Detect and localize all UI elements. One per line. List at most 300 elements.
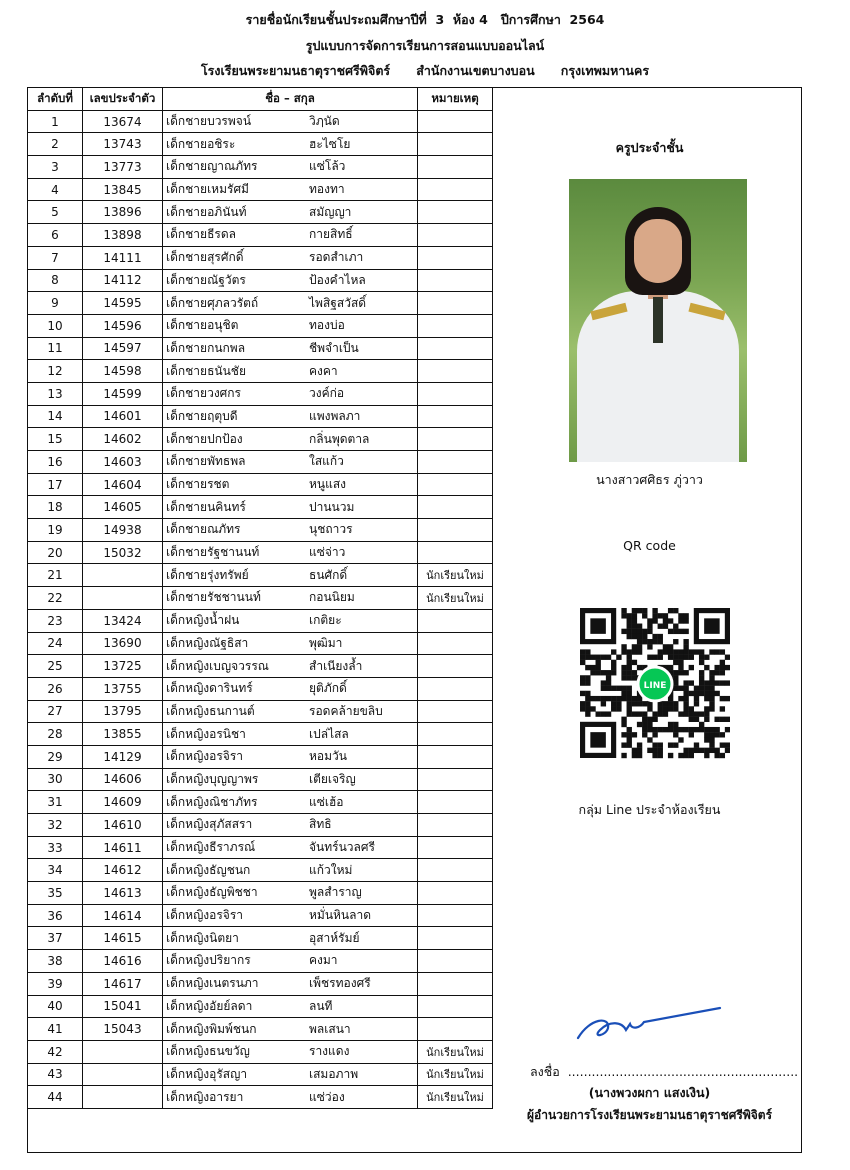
first-name: เด็กชายกนกพล: [166, 340, 246, 355]
remark: [418, 950, 493, 973]
first-name: เด็กหญิงพิมพ์ชนก: [166, 1021, 257, 1036]
remark: [418, 314, 493, 337]
remark: [418, 1018, 493, 1041]
student-id: 14609: [83, 791, 163, 814]
remark: [418, 814, 493, 837]
student-id: 14612: [83, 859, 163, 882]
student-name: [163, 677, 418, 700]
table-row: [28, 224, 493, 247]
qr-label: QR code: [623, 538, 676, 553]
remark: นักเรียนใหม่: [418, 1086, 493, 1109]
remark: [418, 224, 493, 247]
row-number: 40: [28, 995, 83, 1018]
last-name: ทองทา: [309, 182, 345, 197]
student-name: [163, 201, 418, 224]
row-number: 34: [28, 859, 83, 882]
student-id: [83, 1063, 163, 1086]
last-name: ฮะไซโย: [309, 136, 351, 151]
last-name: แซ่จ่าว: [309, 545, 346, 560]
remark: นักเรียนใหม่: [418, 1063, 493, 1086]
table-row: [28, 1018, 493, 1041]
last-name: ป้องคำไหล: [309, 272, 366, 287]
table-row: [28, 927, 493, 950]
row-number: 17: [28, 473, 83, 496]
student-name: [163, 655, 418, 678]
student-name: [163, 950, 418, 973]
last-name: ปานนวม: [309, 499, 355, 514]
first-name: เด็กชายนคินทร์: [166, 499, 246, 514]
first-name: เด็กหญิงธัญชนก: [166, 862, 251, 877]
table-row: [28, 859, 493, 882]
table-row: [28, 360, 493, 383]
student-name: [163, 473, 418, 496]
last-name: กายสิทธิ์: [309, 227, 353, 242]
remark: [418, 519, 493, 542]
remark: [418, 178, 493, 201]
row-number: 44: [28, 1086, 83, 1109]
student-name: [163, 609, 418, 632]
row-number: 7: [28, 246, 83, 269]
student-name: [163, 428, 418, 451]
table-row: [28, 133, 493, 156]
line-group-label: กลุ่ม Line ประจำห้องเรียน: [578, 802, 721, 817]
table-row: [28, 587, 493, 610]
row-number: 3: [28, 156, 83, 179]
student-id: 15041: [83, 995, 163, 1018]
row-number: 24: [28, 632, 83, 655]
student-id: 14602: [83, 428, 163, 451]
last-name: เตียเจริญ: [309, 771, 356, 786]
last-name: สิทธิ: [309, 817, 332, 832]
first-name: เด็กชายสุรศักดิ์: [166, 250, 244, 265]
student-id: 13898: [83, 224, 163, 247]
last-name: จันทร์นวลศรี: [309, 840, 375, 855]
row-number: 14: [28, 405, 83, 428]
first-name: เด็กหญิงอารยา: [166, 1089, 244, 1104]
last-name: คงคา: [309, 363, 338, 378]
row-number: 42: [28, 1040, 83, 1063]
table-row: [28, 314, 493, 337]
row-number: 12: [28, 360, 83, 383]
student-id: 14601: [83, 405, 163, 428]
student-name: [163, 927, 418, 950]
student-name: [163, 246, 418, 269]
row-number: 13: [28, 382, 83, 405]
student-name: [163, 292, 418, 315]
student-name: [163, 156, 418, 179]
remark: นักเรียนใหม่: [418, 1040, 493, 1063]
col-header-id: เลขประจำตัว: [83, 88, 163, 111]
student-name: [163, 836, 418, 859]
last-name: สมัญญา: [309, 204, 352, 219]
last-name: แพงพลภา: [309, 408, 361, 423]
student-name: [163, 405, 418, 428]
remark: [418, 677, 493, 700]
remark: [418, 201, 493, 224]
remark: [418, 995, 493, 1018]
student-id: 14605: [83, 496, 163, 519]
last-name: แซ่โล้ว: [309, 159, 346, 174]
first-name: เด็กชายรุ่งทรัพย์: [166, 567, 249, 582]
first-name: เด็กชายธนันชัย: [166, 363, 246, 378]
row-number: 35: [28, 882, 83, 905]
first-name: เด็กหญิงอรจิรา: [166, 908, 244, 923]
last-name: ใสแก้ว: [309, 454, 344, 469]
student-name: [163, 972, 418, 995]
table-row: [28, 1086, 493, 1109]
table-row: [28, 814, 493, 837]
last-name: ไพสิฐสวัสดิ์: [309, 295, 367, 310]
last-name: หอมวัน: [309, 749, 347, 764]
student-name: [163, 382, 418, 405]
remark: [418, 133, 493, 156]
table-row: [28, 405, 493, 428]
table-row: [28, 269, 493, 292]
last-name: หนูแสง: [309, 477, 347, 492]
first-name: เด็กชายณภัทร: [166, 522, 241, 537]
first-name: เด็กหญิงณิชาภัทร: [166, 794, 258, 809]
student-name: [163, 700, 418, 723]
first-name: เด็กชายศุภลวรัตถ์: [166, 295, 259, 310]
last-name: ธนศักดิ์: [309, 567, 348, 582]
student-id: 14611: [83, 836, 163, 859]
table-row: [28, 882, 493, 905]
table-row: [28, 428, 493, 451]
student-name: [163, 110, 418, 133]
first-name: เด็กชายเหมรัศมี: [166, 182, 249, 197]
table-row: [28, 723, 493, 746]
remark: [418, 972, 493, 995]
student-id: 13795: [83, 700, 163, 723]
row-number: 1: [28, 110, 83, 133]
remark: [418, 337, 493, 360]
first-name: เด็กหญิงธีราภรณ์: [166, 840, 256, 855]
last-name: วิฦนัด: [309, 114, 340, 129]
row-number: 6: [28, 224, 83, 247]
row-number: 19: [28, 519, 83, 542]
row-number: 8: [28, 269, 83, 292]
last-name: รางแดง: [309, 1044, 350, 1059]
student-id: 15043: [83, 1018, 163, 1041]
document-subtitle: รูปแบบการจัดการเรียนการสอนแบบออนไลน์: [305, 38, 545, 53]
row-number: 31: [28, 791, 83, 814]
table-row: [28, 995, 493, 1018]
student-name: [163, 904, 418, 927]
student-name: [163, 882, 418, 905]
last-name: คงมา: [309, 953, 338, 968]
remark: [418, 745, 493, 768]
student-id: [83, 564, 163, 587]
table-row: [28, 246, 493, 269]
row-number: 21: [28, 564, 83, 587]
student-id: 14616: [83, 950, 163, 973]
student-id: 14604: [83, 473, 163, 496]
first-name: เด็กชายณัฐวัตร: [166, 272, 246, 287]
remark: [418, 541, 493, 564]
remark: [418, 428, 493, 451]
student-id: 14111: [83, 246, 163, 269]
remark: [418, 156, 493, 179]
first-name: เด็กชายอภินันท์: [166, 204, 247, 219]
last-name: พลเสนา: [309, 1021, 351, 1036]
first-name: เด็กหญิงธนขวัญ: [166, 1044, 250, 1059]
last-name: หมั่นหินลาด: [309, 908, 372, 923]
first-name: เด็กหญิงธัญพิชชา: [166, 885, 258, 900]
last-name: ทองบ่อ: [309, 318, 345, 333]
remark: [418, 655, 493, 678]
row-number: 28: [28, 723, 83, 746]
student-name: [163, 995, 418, 1018]
student-id: 14606: [83, 768, 163, 791]
last-name: วงค์ก่อ: [309, 386, 345, 401]
student-id: 13424: [83, 609, 163, 632]
last-name: สำเนียงล้ำ: [309, 658, 363, 673]
student-name: [163, 564, 418, 587]
remark: [418, 110, 493, 133]
table-row: [28, 201, 493, 224]
last-name: กอนนิยม: [309, 590, 355, 605]
remark: [418, 882, 493, 905]
student-name: [163, 314, 418, 337]
student-id: 14598: [83, 360, 163, 383]
student-name: [163, 1086, 418, 1109]
row-number: 27: [28, 700, 83, 723]
last-name: รอดคล้ายขลิบ: [309, 703, 383, 718]
student-name: [163, 723, 418, 746]
teacher-photo: [569, 179, 747, 462]
remark: [418, 473, 493, 496]
remark: [418, 927, 493, 950]
document-title: รายชื่อนักเรียนชั้นประถมศึกษาปีที่ 3 ห้อง 4 ปีการศึกษา 2564: [245, 12, 605, 27]
remark: [418, 451, 493, 474]
student-id: 14129: [83, 745, 163, 768]
table-row: [28, 745, 493, 768]
first-name: เด็กหญิงอัยย์ลดา: [166, 998, 253, 1013]
row-number: 20: [28, 541, 83, 564]
first-name: เด็กชายรัชชานนท์: [166, 590, 261, 605]
table-header-row: [28, 88, 493, 111]
first-name: เด็กหญิงเนตรนภา: [166, 976, 259, 991]
first-name: เด็กหญิงอุรัสญา: [166, 1066, 248, 1081]
student-id: 14112: [83, 269, 163, 292]
row-number: 10: [28, 314, 83, 337]
remark: นักเรียนใหม่: [418, 564, 493, 587]
first-name: เด็กชายบวรพจน์: [166, 114, 252, 129]
table-row: [28, 950, 493, 973]
remark: [418, 609, 493, 632]
remark: [418, 768, 493, 791]
student-id: 13845: [83, 178, 163, 201]
first-name: เด็กชายธีรดล: [166, 227, 236, 242]
row-number: 18: [28, 496, 83, 519]
row-number: 33: [28, 836, 83, 859]
student-id: 13896: [83, 201, 163, 224]
table-row: [28, 677, 493, 700]
student-name: [163, 133, 418, 156]
student-id: 15032: [83, 541, 163, 564]
student-name: [163, 224, 418, 247]
row-number: 41: [28, 1018, 83, 1041]
table-row: [28, 541, 493, 564]
first-name: เด็กหญิงอรนิชา: [166, 726, 246, 741]
student-id: 13690: [83, 632, 163, 655]
last-name: เสมอภาพ: [309, 1066, 359, 1081]
first-name: เด็กชายวงศกร: [166, 386, 241, 401]
table-row: [28, 564, 493, 587]
first-name: เด็กหญิงเบญจวรรณ: [166, 658, 269, 673]
last-name: แซ่เฮ้อ: [309, 794, 344, 809]
first-name: เด็กหญิงนิตยา: [166, 930, 239, 945]
student-name: [163, 1018, 418, 1041]
table-row: [28, 768, 493, 791]
table-row: [28, 609, 493, 632]
student-id: 14613: [83, 882, 163, 905]
last-name: กลิ่นพุดตาล: [309, 431, 370, 446]
student-id: 14597: [83, 337, 163, 360]
line-qr-code[interactable]: [580, 604, 730, 762]
student-name: [163, 541, 418, 564]
row-number: 36: [28, 904, 83, 927]
row-number: 23: [28, 609, 83, 632]
student-id: [83, 1086, 163, 1109]
remark: [418, 382, 493, 405]
first-name: เด็กชายฤตุบดี: [166, 408, 238, 423]
table-row: [28, 1040, 493, 1063]
remark: [418, 292, 493, 315]
student-name: [163, 178, 418, 201]
student-table: [27, 87, 493, 1109]
first-name: เด็กชายอชิระ: [166, 136, 236, 151]
last-name: ยุติภักดิ์: [309, 681, 347, 696]
signer-title: ผู้อำนวยการโรงเรียนพระยามนธาตุราชศรีพิจิตร์: [526, 1108, 773, 1122]
first-name: เด็กหญิงอรจิรา: [166, 749, 244, 764]
student-id: 14614: [83, 904, 163, 927]
last-name: แก้วใหม่: [309, 862, 353, 877]
student-name: [163, 768, 418, 791]
remark: [418, 791, 493, 814]
remark: นักเรียนใหม่: [418, 587, 493, 610]
row-number: 16: [28, 451, 83, 474]
table-row: [28, 451, 493, 474]
student-id: [83, 1040, 163, 1063]
table-row: [28, 700, 493, 723]
last-name: รอดสำเภา: [309, 250, 364, 265]
remark: [418, 632, 493, 655]
student-name: [163, 337, 418, 360]
student-id: [83, 587, 163, 610]
student-name: [163, 451, 418, 474]
remark: [418, 246, 493, 269]
student-name: [163, 632, 418, 655]
first-name: เด็กหญิงณัฐธิสา: [166, 635, 249, 650]
student-name: [163, 496, 418, 519]
teacher-name: นางสาวศศิธร ภู่วาว: [596, 472, 703, 487]
first-name: เด็กชายพัทธพล: [166, 454, 246, 469]
student-id: 14603: [83, 451, 163, 474]
student-id: 13755: [83, 677, 163, 700]
student-id: 13855: [83, 723, 163, 746]
table-row: [28, 382, 493, 405]
first-name: เด็กชายรชต: [166, 477, 230, 492]
row-number: 25: [28, 655, 83, 678]
last-name: แซ่ว่อง: [309, 1089, 345, 1104]
student-name: [163, 269, 418, 292]
first-name: เด็กชายปกป้อง: [166, 431, 243, 446]
teacher-heading: ครูประจำชั้น: [615, 140, 684, 155]
student-id: 14615: [83, 927, 163, 950]
col-header-no: ลำดับที่: [28, 88, 83, 111]
student-name: [163, 814, 418, 837]
row-number: 11: [28, 337, 83, 360]
student-id: 14938: [83, 519, 163, 542]
row-number: 37: [28, 927, 83, 950]
remark: [418, 269, 493, 292]
first-name: เด็กหญิงบุญญาพร: [166, 771, 259, 786]
student-name: [163, 791, 418, 814]
student-name: [163, 519, 418, 542]
last-name: นุชถาวร: [309, 522, 353, 537]
table-row: [28, 292, 493, 315]
row-number: 22: [28, 587, 83, 610]
remark: [418, 859, 493, 882]
table-row: [28, 519, 493, 542]
table-row: [28, 156, 493, 179]
first-name: เด็กหญิงดารินทร์: [166, 681, 253, 696]
remark: [418, 904, 493, 927]
remark: [418, 723, 493, 746]
student-name: [163, 360, 418, 383]
first-name: เด็กชายญาณภัทร: [166, 159, 258, 174]
remark: [418, 405, 493, 428]
student-id: 14596: [83, 314, 163, 337]
remark: [418, 700, 493, 723]
last-name: อุสาห์รัมย์: [309, 930, 360, 945]
row-number: 43: [28, 1063, 83, 1086]
last-name: เพ็ชรทองศรี: [309, 976, 371, 991]
last-name: เกติยะ: [309, 613, 342, 628]
row-number: 26: [28, 677, 83, 700]
col-header-name: ชื่อ – สกุล: [163, 88, 418, 111]
first-name: เด็กชายอนุชิต: [166, 318, 239, 333]
table-row: [28, 655, 493, 678]
row-number: 4: [28, 178, 83, 201]
row-number: 32: [28, 814, 83, 837]
remark: [418, 496, 493, 519]
first-name: เด็กหญิงสุภัสสรา: [166, 817, 253, 832]
student-id: 13773: [83, 156, 163, 179]
last-name: เปล่ไสล: [309, 726, 349, 741]
student-id: 14595: [83, 292, 163, 315]
director-signature: [570, 1004, 730, 1044]
student-name: [163, 745, 418, 768]
line-logo-text: LINE: [643, 681, 667, 691]
first-name: เด็กหญิงธนกานต์: [166, 703, 255, 718]
last-name: ลนที: [309, 998, 333, 1013]
row-number: 2: [28, 133, 83, 156]
last-name: พูลสำราญ: [309, 885, 362, 900]
school-line: โรงเรียนพระยามนธาตุราชศรีพิจิตร์ สำนักงานเขตบางบอน กรุงเทพมหานคร: [200, 63, 650, 78]
table-row: [28, 496, 493, 519]
first-name: เด็กหญิงปริยากร: [166, 953, 251, 968]
signer-name: (นางพวงผกา แสงเงิน): [588, 1085, 711, 1100]
row-number: 39: [28, 972, 83, 995]
col-header-note: หมายเหตุ: [418, 88, 493, 111]
table-row: [28, 473, 493, 496]
table-row: [28, 1063, 493, 1086]
table-row: [28, 904, 493, 927]
student-name: [163, 859, 418, 882]
first-name: เด็กหญิงน้ำฝน: [166, 613, 240, 628]
